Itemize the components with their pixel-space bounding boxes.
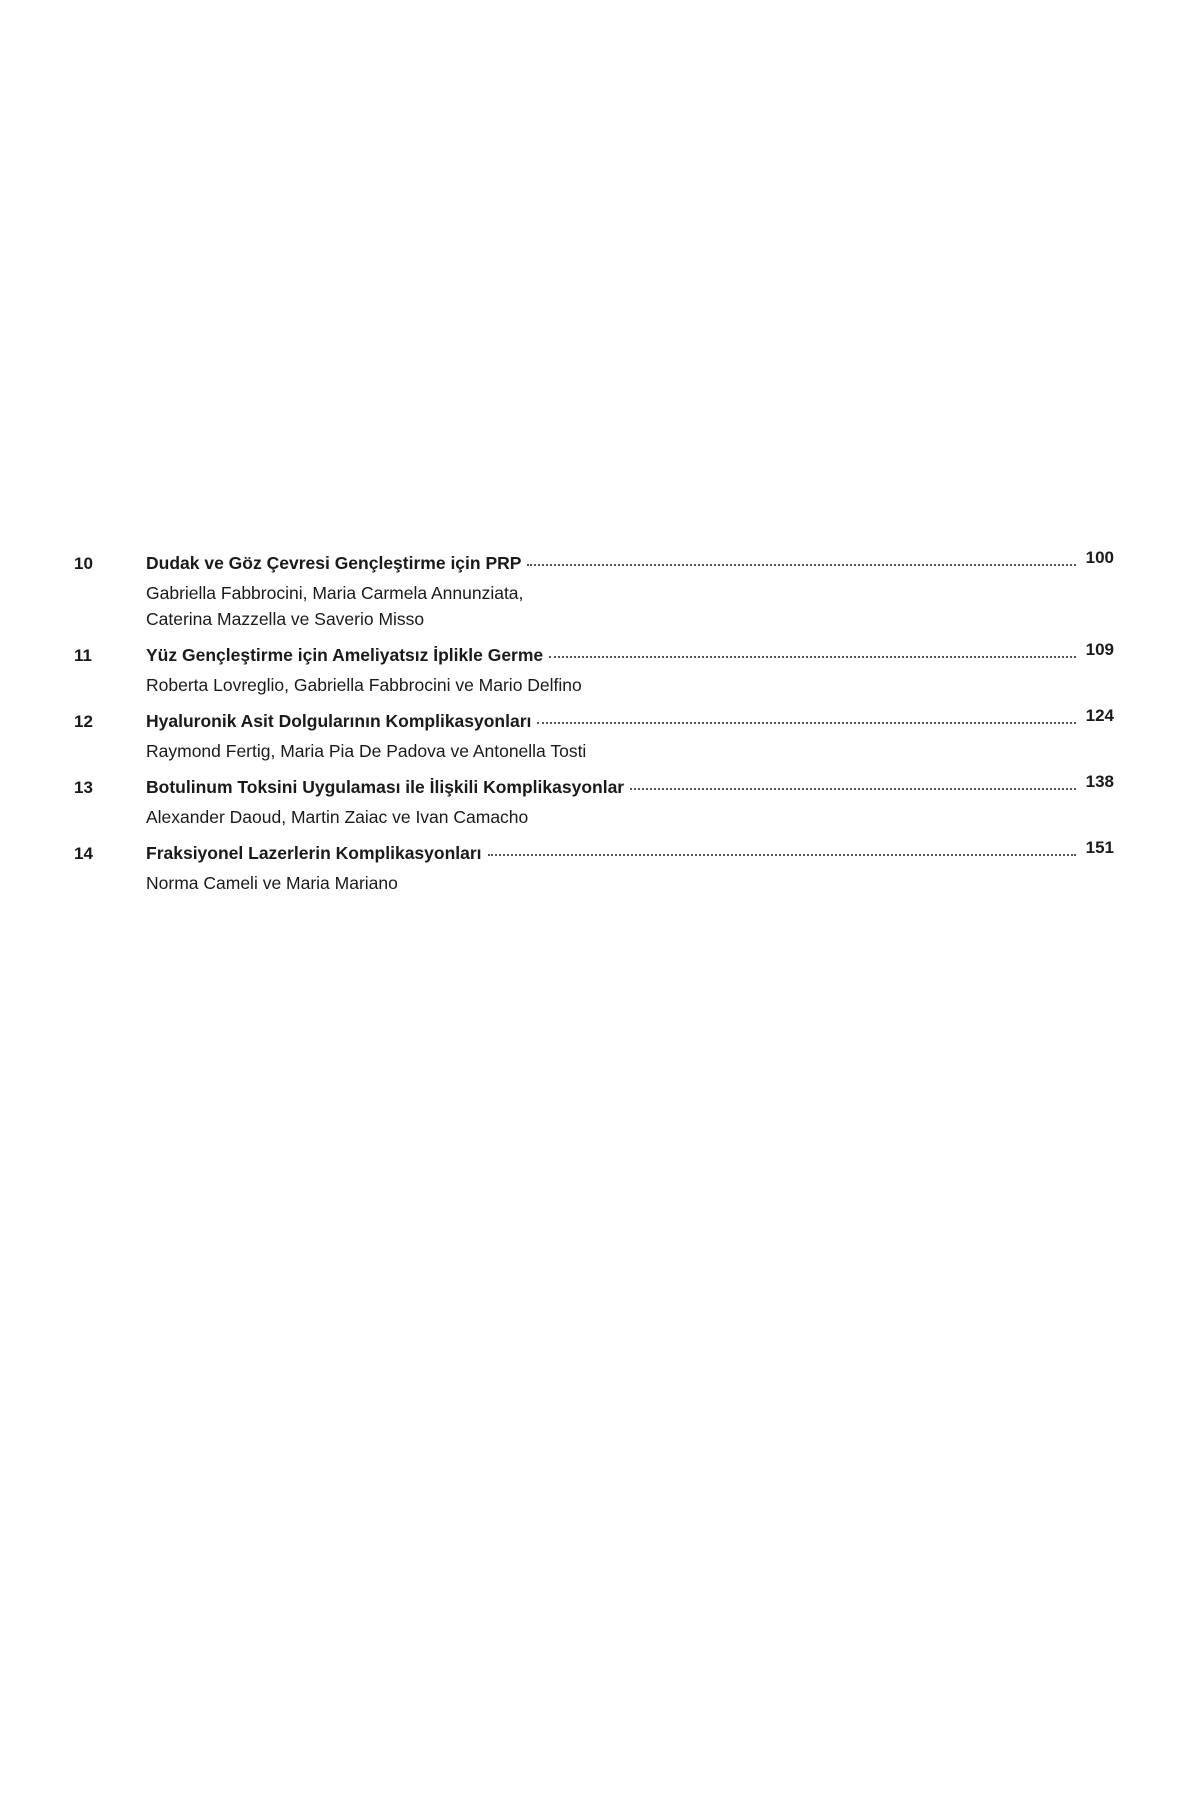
toc-entry [74,706,1114,764]
author-line: Raymond Fertig, Maria Pia De Padova ve Antonella Tosti [146,741,587,761]
chapter-title: Fraksiyonel Lazerlerin Komplikasyonları [146,843,482,863]
toc-entry-heading [74,838,1114,870]
chapter-number: 12 [74,712,93,731]
author-line: Alexander Daoud, Martin Zaiac ve Ivan Camacho [146,807,529,827]
toc-entry-heading [74,772,1114,804]
chapter-number: 14 [74,844,93,863]
page-number: 151 [1085,838,1114,857]
page-number: 138 [1085,772,1114,791]
page-number: 109 [1085,640,1114,659]
dot-leader [537,722,1076,724]
toc-entry-heading [74,548,1114,580]
dot-leader [488,854,1076,856]
toc-entry-heading [74,640,1114,672]
chapter-title: Hyaluronik Asit Dolgularının Komplikasyonları [146,711,532,731]
toc-entry [74,640,1114,698]
toc-entry [74,838,1114,896]
chapter-authors [146,738,1114,764]
chapter-title: Yüz Gençleştirme için Ameliyatsız İplikle Germe [146,645,544,665]
chapter-authors [146,870,1114,896]
author-line: Norma Cameli ve Maria Mariano [146,873,398,893]
chapter-title: Botulinum Toksini Uygulaması ile İlişkili Komplikasyonlar [146,777,625,797]
chapter-authors [146,580,1114,632]
table-of-contents [74,548,1114,909]
author-line: Roberta Lovreglio, Gabriella Fabbrocini ve Mario Delfino [146,675,582,695]
dot-leader [630,788,1076,790]
author-line: Caterina Mazzella ve Saverio Misso [146,609,425,629]
chapter-authors [146,672,1114,698]
toc-entry [74,772,1114,830]
chapter-number: 11 [74,646,92,665]
chapter-title: Dudak ve Göz Çevresi Gençleştirme için PRP [146,553,522,573]
chapter-number: 10 [74,554,93,573]
toc-entry-heading [74,706,1114,738]
author-line: Gabriella Fabbrocini, Maria Carmela Annunziata, [146,583,524,603]
dot-leader [549,656,1076,658]
chapter-number: 13 [74,778,93,797]
toc-entry [74,548,1114,632]
page-number: 100 [1085,548,1114,567]
dot-leader [527,564,1076,566]
page-number: 124 [1085,706,1114,725]
chapter-authors [146,804,1114,830]
